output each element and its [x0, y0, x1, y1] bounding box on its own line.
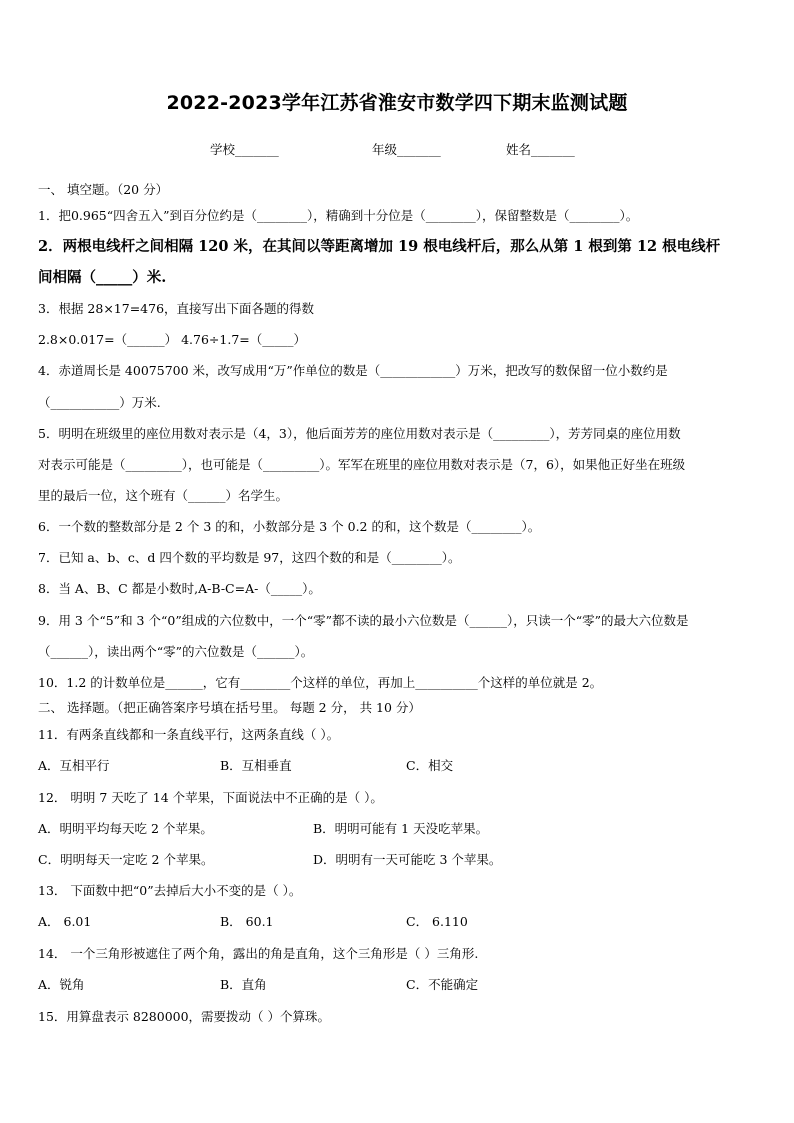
question-5-line1: 5．明明在班级里的座位用数对表示是（4，3），他后面芳芳的座位用数对表示是（_________），芳芳同桌的座位用数 [38, 426, 681, 441]
question-10: 10．1.2 的计数单位是______，它有________个这样的单位，再加上__________个这样的单位就是 2。 [38, 675, 603, 690]
question-13-stem: 13． 下面数中把“0”去掉后大小不变的是（ ）。 [38, 883, 302, 898]
school-field[interactable]: 学校_______ [210, 142, 279, 157]
option-a[interactable]: A． 6.01 [38, 914, 92, 929]
question-5-line2: 对表示可能是（_________），也可能是（_________）。军军在班里的座位用数对表示是（7，6），如果他正好坐在班级 [38, 457, 686, 472]
option-a[interactable]: A．互相平行 [38, 758, 110, 773]
option-c[interactable]: C．相交 [406, 758, 454, 773]
page-title: 2022-2023学年江苏省淮安市数学四下期末监测试题 [166, 92, 628, 114]
option-a[interactable]: A．明明平均每天吃 2 个苹果。 [38, 821, 213, 836]
question-3-line2: 2.8×0.017=（______） 4.76÷1.7=（_____） [38, 332, 306, 347]
question-2-line2: 间相隔（_____）米. [38, 269, 167, 286]
question-2-line1: 2．两根电线杆之间相隔 120 米，在其间以等距离增加 19 根电线杆后，那么从第 1 根到第 12 根电线杆 [38, 238, 721, 255]
question-9-line1: 9．用 3 个“5”和 3 个“0”组成的六位数中，一个“零”都不读的最小六位数是（______），只读一个“零”的最大六位数是 [38, 613, 689, 628]
question-15: 15．用算盘表示 8280000，需要拨动（ ）个算珠。 [38, 1009, 331, 1024]
question-14-stem: 14． 一个三角形被遮住了两个角，露出的角是直角，这个三角形是（ ）三角形. [38, 946, 479, 961]
question-5-line3: 里的最后一位，这个班有（______）名学生。 [38, 488, 289, 503]
question-9-line2: （______），读出两个“零”的六位数是（______）。 [38, 644, 314, 659]
question-7: 7．已知 a、b、c、d 四个数的平均数是 97，这四个数的和是（________）。 [38, 550, 461, 565]
option-c[interactable]: C．不能确定 [406, 977, 479, 992]
option-d[interactable]: D．明明有一天可能吃 3 个苹果。 [313, 852, 502, 867]
student-info [0, 140, 794, 160]
question-3-line1: 3．根据 28×17=476，直接写出下面各题的得数 [38, 301, 315, 316]
question-4-line1: 4．赤道周长是 40075700 米，改写成用“万”作单位的数是（____________）万米，把改写的数保留一位小数约是 [38, 363, 668, 378]
option-c[interactable]: C． 6.110 [406, 914, 468, 929]
option-b[interactable]: B．明明可能有 1 天没吃苹果。 [313, 821, 489, 836]
option-b[interactable]: B． 60.1 [220, 914, 274, 929]
option-a[interactable]: A．锐角 [38, 977, 85, 992]
option-c[interactable]: C．明明每天一定吃 2 个苹果。 [38, 852, 214, 867]
option-b[interactable]: B．直角 [220, 977, 267, 992]
name-field[interactable]: 姓名_______ [506, 142, 575, 157]
option-b[interactable]: B．互相垂直 [220, 758, 292, 773]
question-8: 8．当 A、B、C 都是小数时,A-B-C=A-（_____）。 [38, 581, 321, 596]
question-12-stem: 12． 明明 7 天吃了 14 个苹果，下面说法中不正确的是（ ）。 [38, 790, 383, 805]
question-1: 1．把0.965“四舍五入”到百分位约是（________），精确到十分位是（________），保留整数是（________）。 [38, 208, 639, 223]
question-6: 6．一个数的整数部分是 2 个 3 的和，小数部分是 3 个 0.2 的和，这个数是（________）。 [38, 519, 541, 534]
section1-heading: 一、 填空题。（20 分） [38, 182, 169, 197]
question-11-stem: 11．有两条直线都和一条直线平行，这两条直线（ ）。 [38, 727, 340, 742]
question-4-line2: （___________）万米. [38, 395, 161, 410]
grade-field[interactable]: 年级_______ [372, 142, 441, 157]
section2-heading: 二、 选择题。（把正确答案序号填在括号里。 每题 2 分， 共 10 分） [38, 700, 421, 715]
